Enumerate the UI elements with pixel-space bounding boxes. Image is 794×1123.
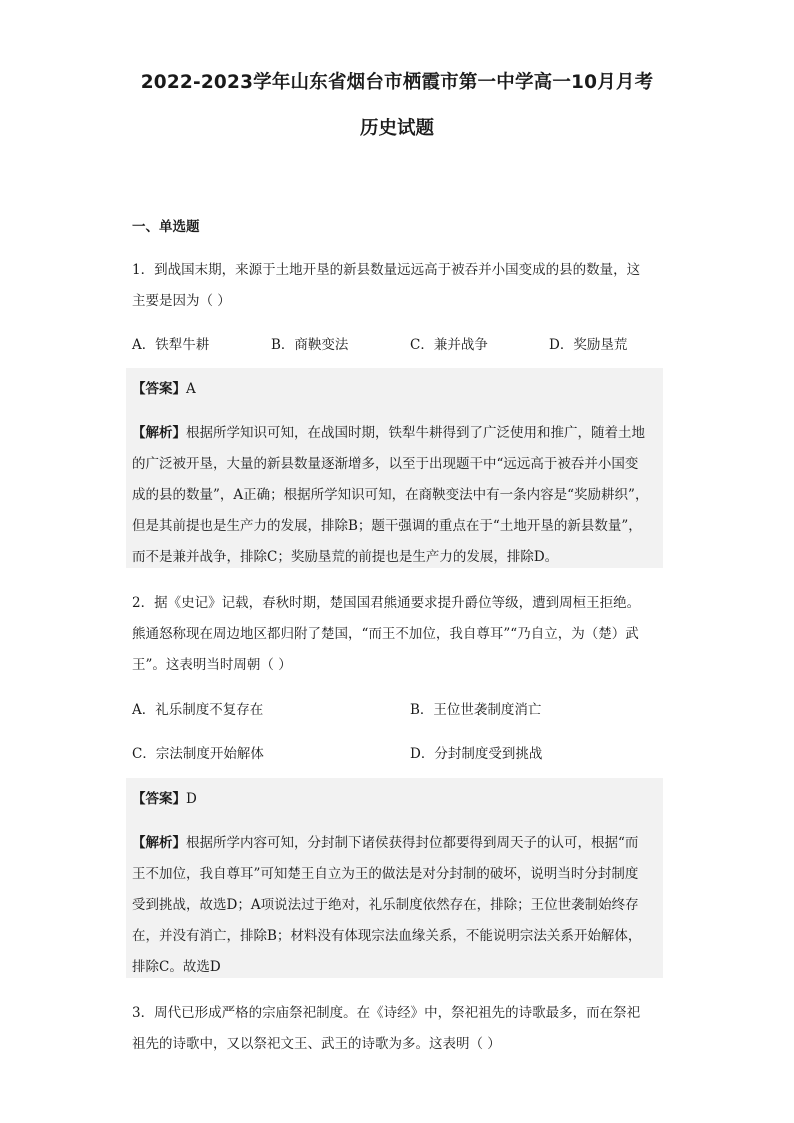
- document-title: 2022-2023学年山东省烟台市栖霞市第一中学高一10月月考: [140, 72, 654, 93]
- q2-option-d: D．分封制度受到挑战: [410, 746, 543, 762]
- q1-option-c: C．兼并战争: [410, 337, 488, 353]
- q2-analysis-tag: 【解析】: [132, 835, 186, 851]
- q2-analysis-line-4: 在，并没有消亡，排除B；材料没有体现宗法血缘关系，不能说明宗法关系开始解体，: [132, 928, 642, 944]
- q2-analysis-line-3: 受到挑战，故选D；A项说法过于绝对，礼乐制度依然存在，排除；王位世袭制始终存: [132, 897, 639, 913]
- q2-stem-line-1: 2．据《史记》记载，春秋时期，楚国国君熊通要求提升爵位等级，遭到周桓王拒绝。: [132, 595, 641, 611]
- q2-option-a: A．礼乐制度不复存在: [132, 702, 264, 718]
- q2-option-c: C．宗法制度开始解体: [132, 746, 264, 762]
- document-subtitle: 历史试题: [359, 118, 434, 139]
- q1-stem-line-1: 1．到战国末期，来源于土地开垦的新县数量远远高于被吞并小国变成的县的数量，这: [132, 262, 641, 278]
- q1-stem-line-2: 主要是因为（ ）: [132, 293, 231, 309]
- q2-analysis-line-1: [132, 831, 638, 851]
- q1-analysis-line-4: 但是其前提也是生产力的发展，排除B；题干强调的重点在于“土地开垦的新县数量”，: [132, 518, 642, 534]
- q1-analysis-tag: 【解析】: [132, 425, 186, 441]
- q1-option-a: A．铁犁牛耕: [132, 337, 210, 353]
- q1-analysis-line-5: 而不是兼并战争，排除C；奖励垦荒的前提也是生产力的发展，排除D。: [132, 549, 559, 565]
- section-heading: 一、单选题: [132, 219, 200, 235]
- q3-stem-line-1: 3．周代已形成严格的宗庙祭祀制度。在《诗经》中，祭祀祖先的诗歌最多，而在祭祀: [132, 1005, 641, 1021]
- q1-analysis-line-1: [132, 421, 645, 441]
- q1-answer-value: A: [186, 381, 196, 397]
- q1-analysis-line-2: 的广泛被开垦，大量的新县数量逐渐增多，以至于出现题干中“远远高于被吞并小国变: [132, 456, 639, 472]
- q2-answer: [132, 787, 197, 807]
- q2-answer-value: D: [186, 791, 197, 807]
- q2-answer-tag: 【答案】: [132, 791, 186, 807]
- q3-stem-line-2: 祖先的诗歌中，又以祭祀文王、武王的诗歌为多。这表明（ ）: [132, 1036, 501, 1052]
- q2-analysis-text-1: 根据所学内容可知，分封制下诸侯获得封位都要得到周天子的认可，根据“而: [186, 835, 639, 851]
- q1-answer: [132, 377, 196, 397]
- q1-analysis-line-3: 成的县的数量”，A正确；根据所学知识可知，在商鞅变法中有一条内容是“奖励耕织”，: [132, 487, 649, 503]
- q1-option-d: D．奖励垦荒: [549, 337, 628, 353]
- q2-stem-line-3: 王”。这表明当时周朝（ ）: [132, 657, 292, 673]
- q2-option-b: B．王位世袭制度消亡: [410, 702, 542, 718]
- q1-option-b: B．商鞅变法: [271, 337, 349, 353]
- q2-stem-line-2: 熊通怒称现在周边地区都归附了楚国，“而王不加位，我自尊耳”“乃自立，为（楚）武: [132, 626, 639, 642]
- q2-analysis-line-5: 排除C。故选D: [132, 959, 221, 975]
- q1-answer-tag: 【答案】: [132, 381, 186, 397]
- q1-analysis-text-1: 根据所学知识可知，在战国时期，铁犁牛耕得到了广泛使用和推广，随着土地: [186, 425, 645, 441]
- q2-analysis-line-2: 王不加位，我自尊耳”可知楚王自立为王的做法是对分封制的破坏，说明当时分封制度: [132, 866, 639, 882]
